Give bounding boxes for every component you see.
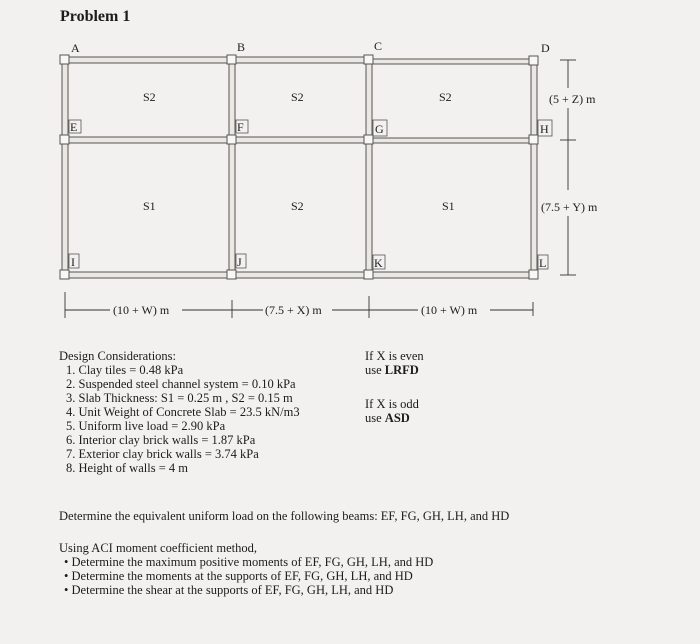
design-heading: Design Considerations: [59,349,177,363]
aci-bullet: • Determine the moments at the supports of EF, FG, GH, LH, and HD [64,569,413,583]
column-label-b: B [237,40,246,54]
design-item: 7. Exterior clay brick walls = 3.74 kPa [66,447,259,461]
column-c [364,55,373,64]
slab-label: S2 [291,90,304,104]
beam-bottom-3 [370,272,536,278]
design-item: 6. Interior clay brick walls = 1.87 kPa [66,433,256,447]
column-label-e: E [70,120,78,134]
beam-fg [232,137,372,143]
aci-bullet: • Determine the maximum positive moments of EF, FG, GH, LH, and HD [64,555,434,569]
slab-label: S1 [143,199,156,213]
col-line-d [531,59,537,278]
design-item: 8. Height of walls = 4 m [66,461,188,475]
column-i [60,270,69,279]
design-item: 5. Uniform live load = 2.90 kPa [66,419,226,433]
col-line-c [366,57,372,278]
problem-title: Problem 1 [60,8,131,25]
column-j [227,270,236,279]
design-item: 4. Unit Weight of Concrete Slab = 23.5 kN/m3 [66,405,300,419]
col-line-b [229,57,235,278]
bullet-icon: • [64,583,72,597]
column-label-a: A [71,41,80,55]
beam-bottom-2 [232,272,372,278]
even-note-line1: If X is even [365,349,424,363]
asd-label: ASD [384,411,410,425]
beam-top-3 [370,59,536,64]
column-label-d: D [541,41,550,55]
slab-label: S1 [442,199,455,213]
column-a [60,55,69,64]
beam-top-2 [232,57,372,63]
column-e [60,135,69,144]
beam-ef [64,137,234,143]
aci-heading: Using ACI moment coefficient method, [59,541,257,555]
column-label-i: I [71,255,75,269]
beam-top-1 [64,57,234,63]
dimension-depth-1: (5 + Z) m [549,92,596,106]
column-label-l: L [539,256,547,270]
col-line-a [62,57,68,278]
determine-statement: Determine the equivalent uniform load on the following beams: EF, FG, GH, LH, and HD [59,509,510,523]
column-label-f: F [237,120,244,134]
dimension-depth-2: (7.5 + Y) m [541,200,598,214]
lrfd-label: LRFD [384,363,419,377]
column-b [227,55,236,64]
slab-label: S2 [291,199,304,213]
slab-label: S2 [143,90,156,104]
bullet-icon: • [64,569,72,583]
column-label-j: J [237,255,242,269]
beam-bottom-1 [64,272,234,278]
beam-gh [370,138,536,143]
dimension-span-3: (10 + W) m [421,303,478,317]
column-label-g: G [375,122,384,136]
odd-note-line1: If X is odd [365,397,419,411]
design-item: 2. Suspended steel channel system = 0.10 kPa [66,377,296,391]
column-k [364,270,373,279]
column-d [529,56,538,65]
column-g [364,135,373,144]
column-label-k: K [374,256,383,270]
column-l [529,270,538,279]
dimension-span-2: (7.5 + X) m [265,303,322,317]
even-note-line2: use LRFD [365,363,419,377]
bullet-icon: • [64,555,72,569]
column-h [529,135,538,144]
column-label-c: C [374,39,383,53]
odd-note-line2: use ASD [365,411,410,425]
column-label-h: H [540,122,549,136]
design-item: 1. Clay tiles = 0.48 kPa [66,363,184,377]
slab-label: S2 [439,90,452,104]
column-f [227,135,236,144]
design-item: 3. Slab Thickness: S1 = 0.25 m , S2 = 0.15 m [66,391,293,405]
aci-bullet: • Determine the shear at the supports of EF, FG, GH, LH, and HD [64,583,394,597]
dimension-span-1: (10 + W) m [113,303,170,317]
